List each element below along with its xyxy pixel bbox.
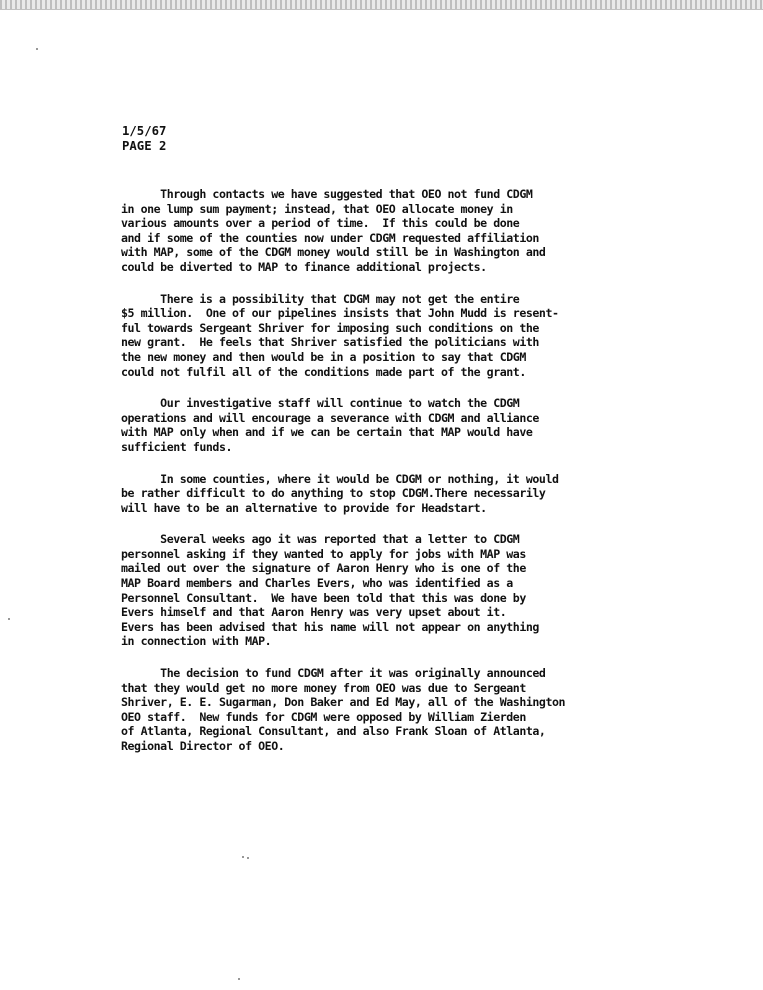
scan-speck bbox=[242, 856, 244, 858]
page-header bbox=[122, 124, 166, 154]
scan-speck bbox=[247, 857, 249, 859]
text-line: MAP Board members and Charles Evers, who was identified as a bbox=[121, 576, 513, 591]
text-line: the new money and then would be in a position to say that CDGM bbox=[121, 349, 526, 364]
text-line: will have to be an alternative to provide for Headstart. bbox=[121, 500, 487, 515]
text-line: Personnel Consultant. We have been told that this was done by bbox=[121, 590, 526, 605]
text-line: mailed out over the signature of Aaron Henry who is one of the bbox=[121, 561, 526, 576]
text-line: OEO staff. New funds for CDGM were opposed by William Zierden bbox=[121, 709, 526, 724]
scan-speck bbox=[8, 618, 10, 620]
text-line: Evers has been advised that his name will not appear on anything bbox=[121, 619, 539, 634]
paragraph-investigative-staff bbox=[121, 396, 641, 454]
text-line: operations and will encourage a severance with CDGM and alliance bbox=[121, 410, 539, 425]
paragraph-headstart bbox=[121, 472, 641, 516]
scan-speck bbox=[36, 48, 38, 50]
text-line: that they would get no more money from OEO was due to Sergeant bbox=[121, 680, 526, 695]
scan-top-edge-line bbox=[0, 9, 763, 10]
text-line: personnel asking if they wanted to apply for jobs with MAP was bbox=[121, 546, 526, 561]
text-line: Shriver, E. E. Sugarman, Don Baker and Ed May, all of the Washington bbox=[121, 695, 566, 710]
text-line: in connection with MAP. bbox=[121, 634, 272, 649]
text-line: of Atlanta, Regional Consultant, and also Frank Sloan of Atlanta, bbox=[121, 724, 546, 739]
text-line: There is a possibility that CDGM may not get the entire bbox=[121, 291, 520, 306]
header-page-number: PAGE 2 bbox=[122, 139, 167, 153]
text-line: with MAP, some of the CDGM money would still be in Washington and bbox=[121, 245, 546, 260]
memo-body bbox=[121, 187, 641, 771]
text-line: Through contacts we have suggested that OEO not fund CDGM bbox=[121, 187, 533, 201]
paragraph-funding-decision bbox=[121, 666, 641, 754]
text-line: new grant. He feels that Shriver satisfied the politicians with bbox=[121, 335, 539, 350]
paragraph-five-million bbox=[121, 292, 641, 380]
text-line: $5 million. One of our pipelines insists that John Mudd is resent- bbox=[121, 306, 559, 321]
text-line: In some counties, where it would be CDGM or nothing, it would bbox=[121, 471, 559, 486]
text-line: with MAP only when and if we can be certain that MAP would have bbox=[121, 425, 533, 440]
scan-top-edge bbox=[0, 0, 763, 9]
header-date: 1/5/67 bbox=[122, 124, 167, 138]
text-line: could be diverted to MAP to finance additional projects. bbox=[121, 259, 487, 274]
paragraph-funding-schedule bbox=[121, 187, 641, 275]
text-line: sufficient funds. bbox=[121, 439, 233, 454]
text-line: The decision to fund CDGM after it was originally announced bbox=[121, 666, 546, 681]
text-line: Regional Director of OEO. bbox=[121, 739, 285, 753]
scan-speck bbox=[238, 978, 240, 980]
text-line: Several weeks ago it was reported that a letter to CDGM bbox=[121, 532, 520, 547]
paragraph-letter-to-personnel bbox=[121, 532, 641, 649]
text-line: in one lump sum payment; instead, that OEO allocate money in bbox=[121, 201, 513, 216]
text-line: could not fulfil all of the conditions made part of the grant. bbox=[121, 364, 526, 379]
text-line: Our investigative staff will continue to watch the CDGM bbox=[121, 396, 520, 411]
text-line: be rather difficult to do anything to stop CDGM.There necessarily bbox=[121, 486, 546, 501]
text-line: various amounts over a period of time. If this could be done bbox=[121, 216, 520, 231]
text-line: and if some of the counties now under CDGM requested affiliation bbox=[121, 230, 539, 245]
text-line: ful towards Sergeant Shriver for imposing such conditions on the bbox=[121, 320, 539, 335]
text-line: Evers himself and that Aaron Henry was very upset about it. bbox=[121, 605, 507, 620]
